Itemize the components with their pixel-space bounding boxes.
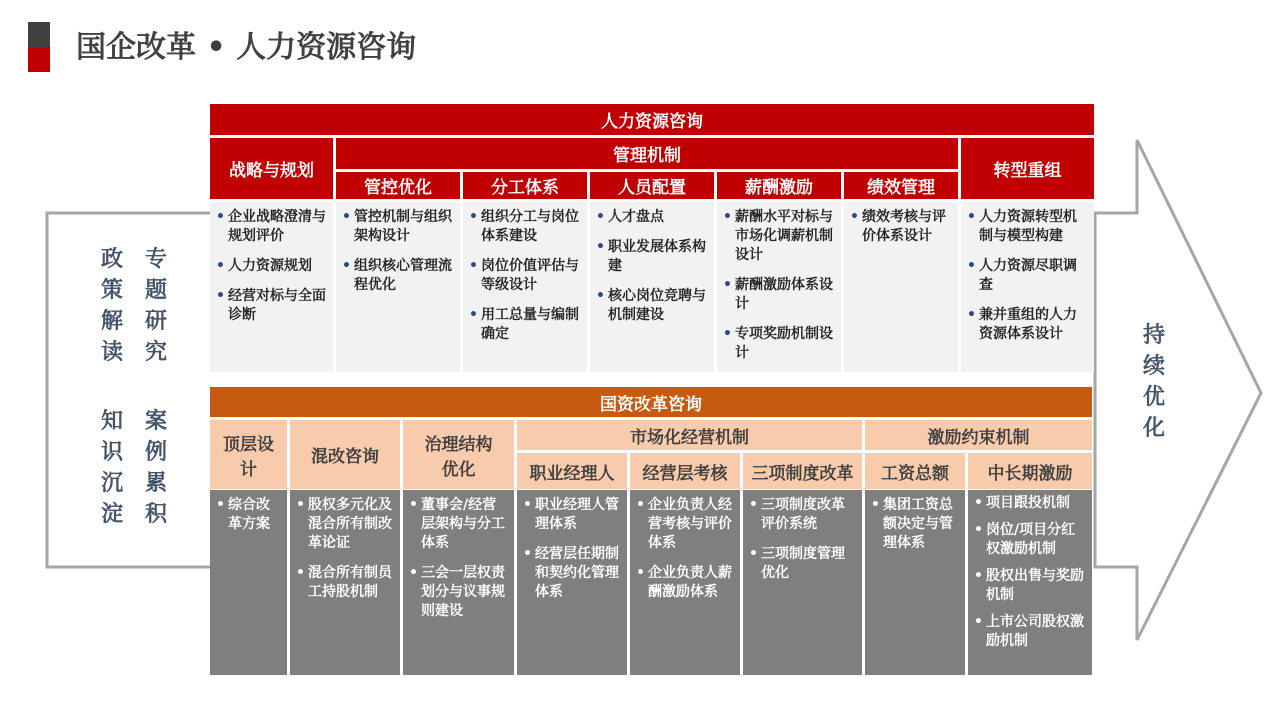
left-label-char: 题: [144, 278, 167, 303]
list-item: • 岗位/项目分红权激励机制: [972, 521, 1088, 559]
hr-col-box-compensation: [717, 202, 841, 372]
left-label-char: 沉: [100, 471, 123, 496]
soe-col-box-top-design: [210, 490, 287, 675]
list-item: • 股权出售与奖励机制: [972, 567, 1088, 605]
list-item: • 三项制度管理优化: [747, 545, 858, 583]
left-label-char: 淀: [100, 502, 123, 527]
hr-header: 人力资源咨询: [210, 104, 1094, 135]
soe-col-label-governance: 治理结构优化: [403, 420, 514, 489]
hr-col-label-restructure: 转型重组: [961, 138, 1094, 199]
soe-col-label-long-term-incentive: 中长期激励: [968, 453, 1092, 489]
left-label-char: 识: [100, 440, 123, 465]
left-label-char: 究: [144, 340, 167, 365]
soe-col-label-total-wages: 工资总额: [865, 453, 965, 489]
list-item: • 企业负责人经营考核与评价体系: [634, 496, 736, 553]
soe-market-header: 市场化经营机制: [517, 420, 862, 450]
hr-col-box-division: [463, 202, 587, 372]
list-item: • 企业负责人薪酬激励体系: [634, 564, 736, 602]
list-item: • 三会一层权责划分与议事规则建设: [407, 564, 510, 621]
hr-col-box-strategy: [210, 202, 333, 372]
list-item: • 上市公司股权激励机制: [972, 613, 1088, 651]
hr-col-box-restructure: [961, 202, 1094, 372]
list-item: • 绩效考核与评价体系设计: [848, 208, 954, 246]
list-item: • 专项奖励机制设计: [721, 325, 837, 363]
left-label-char: 政: [100, 247, 123, 272]
list-item: • 经营对标与全面诊断: [214, 287, 329, 325]
soe-col-box-total-wages: [865, 490, 965, 675]
soe-col-box-governance: [403, 490, 514, 675]
soe-col-box-long-term-incentive: [968, 490, 1092, 675]
list-item: • 用工总量与编制确定: [467, 306, 583, 344]
hr-col-label-strategy: 战略与规划: [210, 138, 333, 199]
list-item: • 人力资源尽职调查: [965, 257, 1090, 295]
list-item: • 集团工资总额决定与管理体系: [869, 496, 961, 553]
list-item: • 组织核心管理流程优化: [340, 257, 456, 295]
soe-col-label-management-assessment: 经营层考核: [630, 453, 740, 489]
list-item: • 混合所有制员工持股机制: [294, 564, 396, 602]
list-item: • 人力资源转型机制与模型构建: [965, 208, 1090, 246]
hr-col-box-staffing: [590, 202, 714, 372]
hr-col-box-control: [336, 202, 460, 372]
right-label-char: 化: [1142, 416, 1165, 441]
hr-col-box-performance: [844, 202, 958, 372]
list-item: • 职业发展体系构建: [594, 238, 710, 276]
list-item: • 经营层任期制和契约化管理体系: [521, 545, 623, 602]
hr-col-label-staffing: 人员配置: [590, 172, 714, 199]
right-label: [1142, 320, 1166, 444]
left-label-char: 案: [144, 409, 167, 434]
soe-col-box-mixed-ownership: [290, 490, 400, 675]
left-label-char: 知: [100, 409, 123, 434]
list-item: • 股权多元化及混合所有制改革论证: [294, 496, 396, 553]
soe-header: 国资改革咨询: [210, 387, 1092, 417]
left-label-char: 读: [100, 340, 123, 365]
list-item: • 人才盘点: [594, 208, 710, 227]
left-label-char: 策: [100, 278, 123, 303]
list-item: • 职业经理人管理体系: [521, 496, 623, 534]
list-item: • 企业战略澄清与规划评价: [214, 208, 329, 246]
left-label-char: 解: [100, 309, 123, 334]
list-item: • 组织分工与岗位体系建设: [467, 208, 583, 246]
list-item: • 薪酬水平对标与市场化调薪机制设计: [721, 208, 837, 265]
soe-col-label-professional-manager: 职业经理人: [517, 453, 627, 489]
soe-incentive-header: 激励约束机制: [865, 420, 1092, 450]
left-label-char: 例: [144, 440, 167, 465]
hr-col-label-division: 分工体系: [463, 172, 587, 199]
right-label-char: 持: [1142, 323, 1165, 348]
hr-mgmt-header: 管理机制: [336, 138, 958, 169]
page-title: 国企改革 • 人力资源咨询: [76, 30, 417, 65]
list-item: • 管控机制与组织架构设计: [340, 208, 456, 246]
right-label-char: 续: [1142, 354, 1165, 379]
list-item: • 薪酬激励体系设计: [721, 276, 837, 314]
left-label-char: 研: [144, 309, 167, 334]
right-label-char: 优: [1142, 385, 1165, 410]
list-item: • 董事会/经营层架构与分工体系: [407, 496, 510, 553]
list-item: • 人力资源规划: [214, 257, 329, 276]
hr-col-label-compensation: 薪酬激励: [717, 172, 841, 199]
soe-col-label-mixed-ownership: 混改咨询: [290, 420, 400, 489]
soe-col-box-professional-manager: [517, 490, 627, 675]
left-label-char: 积: [144, 502, 167, 527]
list-item: • 岗位价值评估与等级设计: [467, 257, 583, 295]
hr-col-label-performance: 绩效管理: [844, 172, 958, 199]
soe-col-box-management-assessment: [630, 490, 740, 675]
list-item: • 核心岗位竞聘与机制建设: [594, 287, 710, 325]
list-item: • 综合改革方案: [214, 496, 283, 534]
left-label-char: 专: [144, 247, 167, 272]
soe-col-label-top-design: 顶层设计: [210, 420, 287, 489]
soe-col-box-three-systems: [743, 490, 862, 675]
left-label-col2: [144, 244, 168, 530]
left-label-col1: [100, 244, 124, 530]
list-item: • 项目跟投机制: [972, 494, 1088, 513]
left-label-char: 累: [144, 471, 167, 496]
hr-col-label-control: 管控优化: [336, 172, 460, 199]
soe-col-label-three-systems: 三项制度改革: [743, 453, 862, 489]
list-item: • 兼并重组的人力资源体系设计: [965, 306, 1090, 344]
list-item: • 三项制度改革评价系统: [747, 496, 858, 534]
